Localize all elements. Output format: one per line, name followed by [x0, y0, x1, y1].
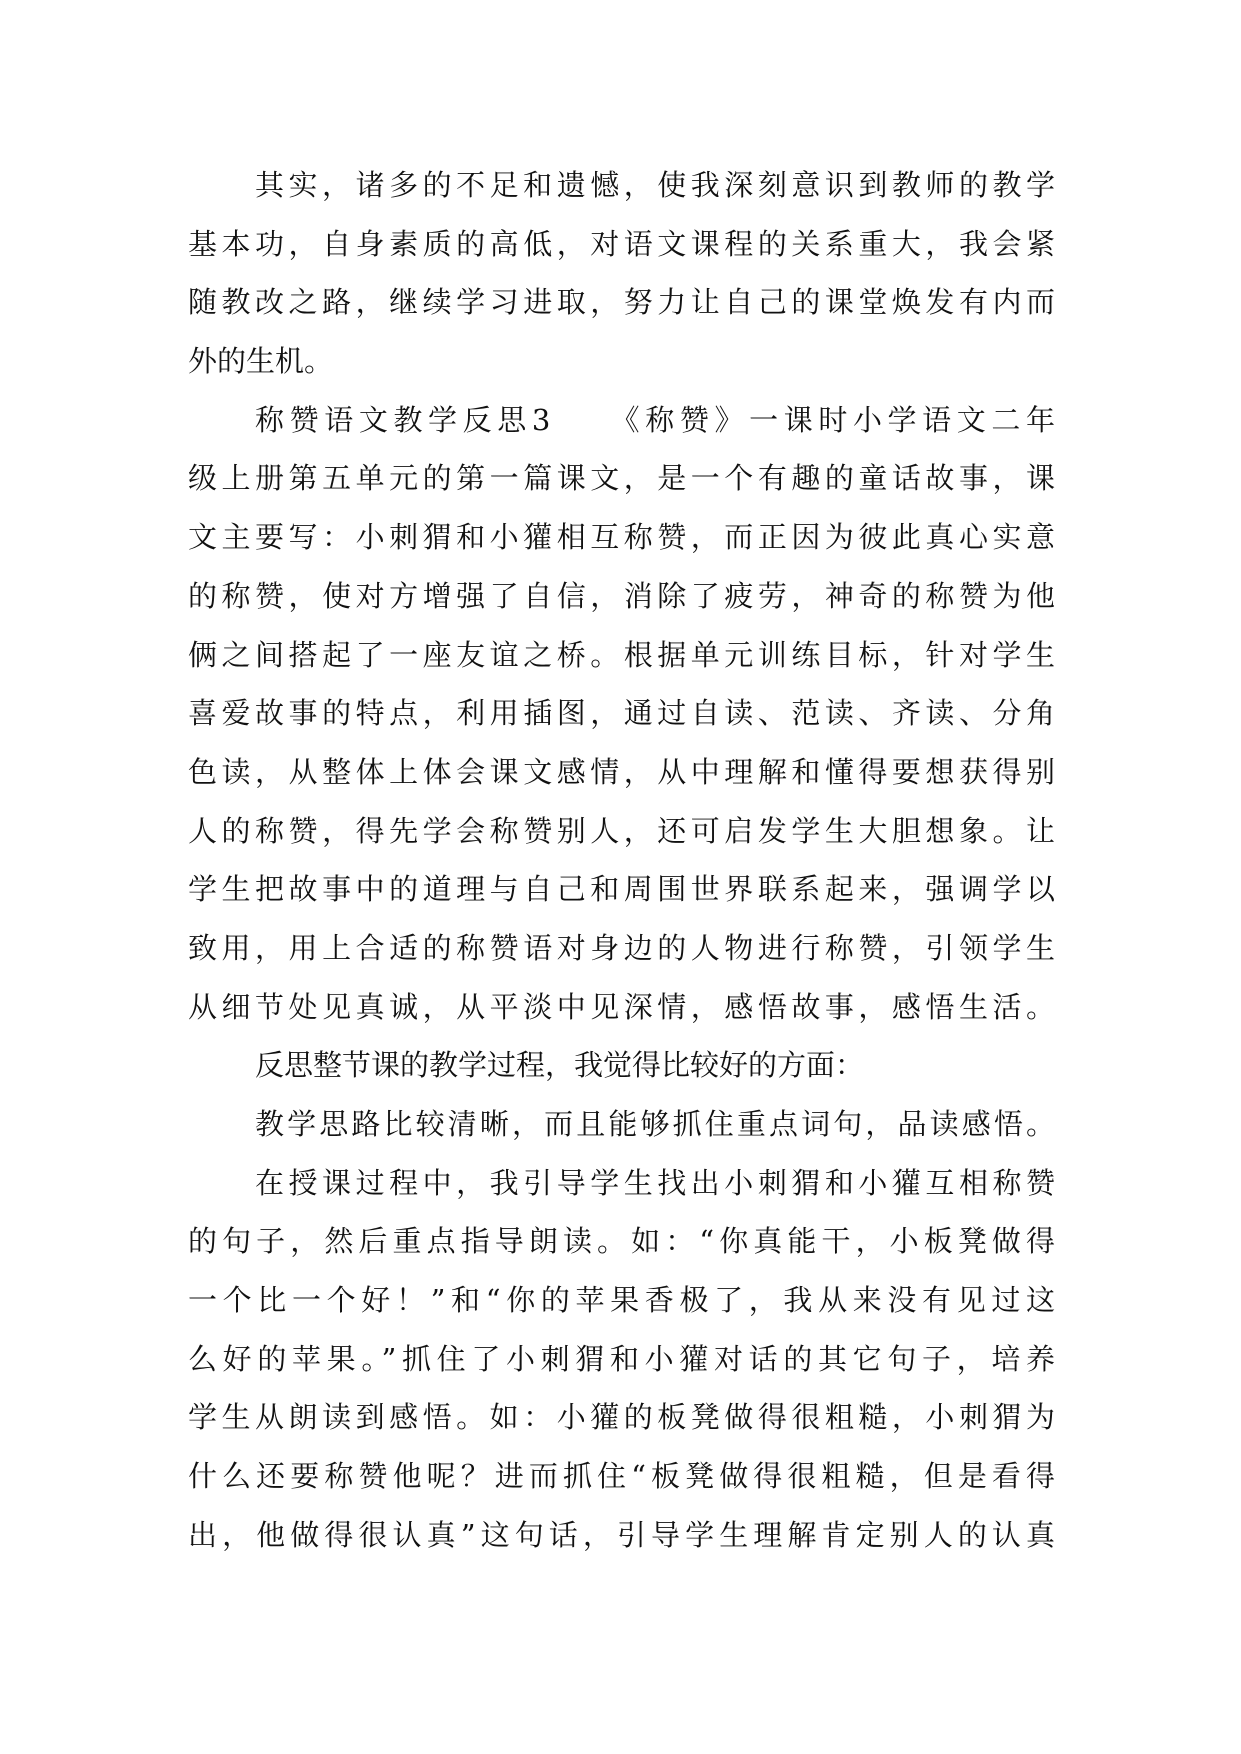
text-line: 学生把故事中的道理与自己和周围世界联系起来，强调学以 — [188, 872, 1055, 907]
text-line: 在授课过程中，我引导学生找出小刺猬和小獾互相称赞 — [255, 1165, 1055, 1200]
text-line: 外的生机。 — [188, 344, 334, 379]
text-line: 俩之间搭起了一座友谊之桥。根据单元训练目标，针对学生 — [188, 637, 1055, 672]
paragraph — [188, 391, 1055, 1037]
text-line: 人的称赞，得先学会称赞别人，还可启发学生大胆想象。让 — [188, 813, 1055, 848]
paragraph — [188, 1036, 1055, 1095]
text-line: 一个比一个好！”和“你的苹果香极了，我从来没有见过这 — [188, 1283, 1055, 1318]
paragraph — [188, 156, 1055, 391]
text-line: 的称赞，使对方增强了自信，消除了疲劳，神奇的称赞为他 — [188, 578, 1055, 613]
text-line: 其实，诸多的不足和遗憾，使我深刻意识到教师的教学 — [255, 168, 1055, 202]
text-line: 文主要写：小刺猬和小獾相互称赞，而正因为彼此真心实意 — [188, 520, 1055, 555]
text-line: 色读，从整体上体会课文感情，从中理解和懂得要想获得别 — [188, 754, 1055, 789]
text-line: 么好的苹果。”抓住了小刺猬和小獾对话的其它句子，培养 — [188, 1341, 1055, 1376]
text-line: 致用，用上合适的称赞语对身边的人物进行称赞，引领学生 — [188, 930, 1055, 965]
text-line: 出，他做得很认真”这句话，引导学生理解肯定别人的认真 — [188, 1517, 1055, 1552]
text-line: 教学思路比较清晰，而且能够抓住重点词句，品读感悟。 — [255, 1107, 1055, 1141]
paragraph — [188, 1095, 1055, 1154]
text-line: 级上册第五单元的第一篇课文，是一个有趣的童话故事，课 — [188, 461, 1055, 496]
text-line: 基本功，自身素质的高低，对语文课程的关系重大，我会紧 — [188, 226, 1055, 261]
paragraph — [188, 1154, 1055, 1565]
document-body — [188, 156, 1055, 1565]
text-line: 称赞语文教学反思3 《称赞》一课时小学语文二年 — [255, 402, 1055, 437]
text-line: 喜爱故事的特点，利用插图，通过自读、范读、齐读、分角 — [188, 696, 1055, 731]
text-line: 学生从朗读到感悟。如：小獾的板凳做得很粗糙，小刺猬为 — [188, 1400, 1055, 1435]
text-line: 反思整节课的教学过程，我觉得比较好的方面： — [255, 1048, 865, 1083]
text-line: 从细节处见真诚，从平淡中见深情，感悟故事，感悟生活。 — [188, 989, 1055, 1024]
text-line: 什么还要称赞他呢？进而抓住“板凳做得很粗糙，但是看得 — [188, 1459, 1055, 1494]
text-line: 随教改之路，继续学习进取，努力让自己的课堂焕发有内而 — [188, 285, 1055, 320]
text-line: 的句子，然后重点指导朗读。如：“你真能干，小板凳做得 — [188, 1224, 1055, 1259]
